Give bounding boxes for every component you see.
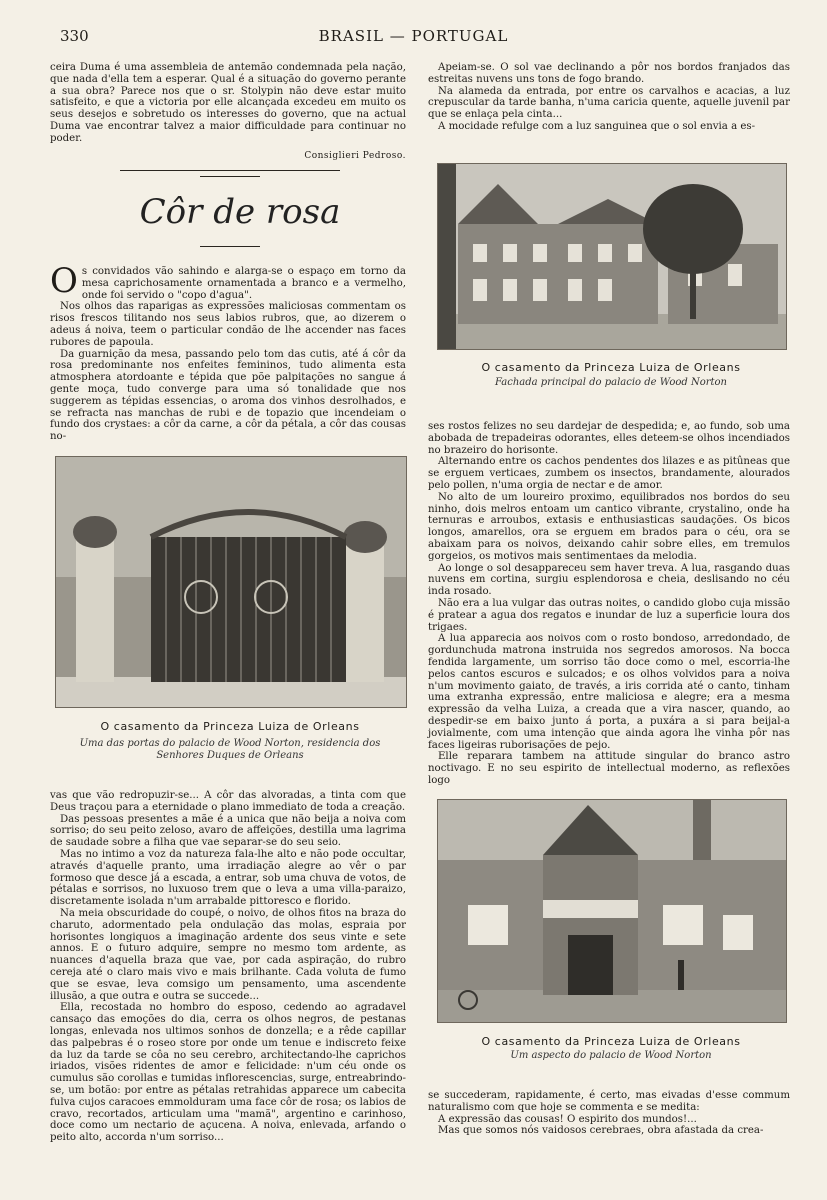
article-paragraph-2: Nos olhos das raparigas as expressões maliciosas commentam os risos frescos tilitando nos seus labios rubros, que, ao dizerem o adeus á noiva, teem o particular condão de lhe accender nas faces rubores de papoula. bbox=[50, 301, 406, 348]
right-mid-paragraph-5: Não era a lua vulgar das outras noites, o candido globo cuja missão é pratear a agua dos regatos e inundar de luz a superficie loura dos trigaes. bbox=[428, 597, 790, 633]
figure-3-subcaption: Um aspecto do palacio de Wood Norton bbox=[510, 1050, 712, 1061]
right-bottom-paragraph-1: se succederam, rapidamente, é certo, mas eivadas d'esse commum naturalismo com que hoje se commenta e se medita: bbox=[428, 1090, 790, 1113]
intro-paragraph: ceira Duma é uma assembleia de antemão condemnada pela nação, que nada d'ella tem a esperar. Qual é a situação do governo perante a sua obra? Parece nos que o sr. Stolypin não deve estar muito satisfeito, e que a victoria por elle alcançada excedeu em muito os seus desejos e sobretudo os interesses do governo, que na actual Duma vae encontrar talvez a maior difficuldade para continuar no poder. bbox=[50, 62, 406, 144]
title-rule-top bbox=[120, 170, 340, 171]
photo-palace-facade bbox=[437, 163, 787, 350]
right-column-bottom bbox=[428, 1090, 790, 1137]
title-rule-bottom bbox=[200, 246, 260, 247]
author-signature: Consiglieri Pedroso. bbox=[304, 150, 406, 161]
bottom-paragraph-2: Das pessoas presentes a mãe é a unica que não beija a noiva com sorriso; do seu peito zeloso, avaro de affeições, destilla uma lagrima de saudade sobre a filha que vae separar-se do seu seio. bbox=[50, 813, 406, 849]
figure-2-caption: O casamento da Princeza Luiza de Orleans bbox=[100, 720, 360, 733]
title-rule-ornament bbox=[200, 176, 260, 177]
right-mid-paragraph-6: A lua apparecia aos noivos com o rosto bondoso, arredondado, de gordunchuda matrona instruida nos segredos amorosos. Na bocca fendida largamente, um sorriso tão doce como o mel, escorria-lhe pelos cantos escuros e sulcados; e os olhos volvidos para a noiva n'um movimento gaiato, de través, a iris corrida até o canto, tinham uma extranha expressão, entre maliciosa e alegre; era a mesma expressão da velha Luiza, a creada que a vira nascer, quando, ao despedir-se em baixo junto á porta, a puxára a si para beijal-a jovialmente, com uma intenção que ainda agora lhe vinha pôr nas faces ligeiras ruborisações de pejo. bbox=[428, 633, 790, 751]
right-mid-paragraph-3: No alto de um loureiro proximo, equilibrados nos bordos do seu ninho, dois melros entoam um cantico vibrante, crystalino, onde ha ternuras e arroubos, extasis e enthusiasticas saudações. Os bicos longos, amarellos, ora se erguem em brados para o céu, ora se abaixam para os noivos, deixando cahir sobre elles, em tremulos gorgeios, os motivos mais sentimentaes da melodia. bbox=[428, 491, 790, 562]
article-opening bbox=[50, 261, 406, 443]
bottom-paragraph-5: Ella, recostada no hombro do esposo, cedendo ao agradavel cansaço das emoções do dia, cerra os olhos negros, de pestanas longas, enlevada nos ultimos sonhos de donzella; e a rêde capillar das palpebras é o roseo store por onde um tenue e indiscreto feixe da luz da tarde se côa no seu cerebro, architectando-lhe caprichos iriados, visões ridentes de amor e felicidade: n'um céu onde os cumulus são corollas e tumidas inflorescencias, surge, entreabrindo-se, um botão: por entre as pétalas retrahidas apparece um cabecita fulva cujos caracoes emmolduram uma face côr de rosa; os labios de cravo, recortados, articulam uma "mamã", argentino e carinhoso, doce como um nectario de açucena. A noiva, enlevada, arfando o peito alto, accorda n'um sorriso... bbox=[50, 1002, 406, 1144]
bottom-paragraph-1: vas que vão redropuzir-se... A côr das alvoradas, a tinta com que Deus traçou para a eternidade o plano immediato de toda a creação. bbox=[50, 790, 406, 813]
figure-3-caption: O casamento da Princeza Luiza de Orleans bbox=[481, 1035, 741, 1048]
figure-1-subcaption: Fachada principal do palacio de Wood Norton bbox=[495, 377, 727, 388]
right-top-paragraph-1: Apeiam-se. O sol vae declinando a pôr nos bordos franjados das estreitas nuvens uns tons de fogo brando. bbox=[428, 62, 790, 85]
right-bottom-paragraph-2: A expressão das cousas! O espirito dos mundos!... bbox=[438, 1113, 697, 1125]
left-column-top bbox=[50, 62, 406, 162]
running-title: BRASIL — PORTUGAL bbox=[318, 27, 509, 45]
figure-2-subcaption: Uma das portas do palacio de Wood Norton, residencia dos Senhores Duques de Orleans bbox=[79, 738, 381, 761]
page-number: 330 bbox=[60, 27, 89, 45]
right-bottom-paragraph-3: Mas que somos nós vaidosos cerebraes, obra afastada da crea- bbox=[438, 1125, 764, 1137]
bottom-paragraph-4: Na meia obscuridade do coupé, o noivo, de olhos fitos na braza do charuto, adormentado pela ondulação das molas, espraia por horisontes longiquos a imaginação ardente dos seus vinte e sete annos. E o futuro adquire, sempre no mesmo tom ardente, as nuances d'aquella braza que vae, por cada aspiração, do rubro cereja até o claro mais vivo e mais brilhante. Cada voluta de fumo que se esvae, leva comsigo um pensamento, uma ascendente illusão, a que outra e outra se succede... bbox=[50, 907, 406, 1002]
photo-palace-gate bbox=[55, 456, 407, 708]
article-paragraph-3: Da guarnição da mesa, passando pelo tom das cutis, até á côr da rosa predominante nos enfeites femininos, tudo alimenta esta atmosphera atordoante e tépida que põe palpitações no sangue á gente moça, tudo converge para uma só tonalidade que nos suggerem as tépidas essencias, o aroma dos vinhos desrolhados, e se refracta nas manchas de rubi e de topazio que incendeiam o fundo dos crystaes: a côr da carne, a côr da pétala, a côr das cousas no- bbox=[50, 348, 406, 443]
right-mid-paragraph-2: Alternando entre os cachos pendentes dos lilazes e as pitûneas que se erguem verticaes, zumbem os insectos, brandamente, alourados pelo pollen, n'uma orgia de nectar e de amor. bbox=[428, 456, 790, 491]
article-paragraph-1: s convidados vão sahindo e alarga-se o espaço em torno da mesa caprichosamente ornamentada a branco e a vermelho, onde foi servido o "copo d'agua". bbox=[81, 266, 406, 301]
right-column-top bbox=[428, 62, 790, 133]
photo-palace-aspect bbox=[437, 799, 787, 1023]
bottom-paragraph-3: Mas no intimo a voz da natureza fala-lhe alto e não pode occultar, através d'aquelle pranto, uma irradiação alegre ao vêr o par formoso que desce já a escada, a entrar, sob uma chuva de votos, de pétalas e sorrisos, no luxuoso trem que o leva a uma villa-paraizo, discretamente isolada n'um arrabalde pittoresco e florido. bbox=[50, 848, 406, 908]
right-mid-paragraph-4: Ao longe o sol desappareceu sem haver treva. A lua, rasgando duas nuvens em cortina, surgiu esplendorosa e cheia, deslisando no céu inda rosado. bbox=[428, 562, 790, 598]
right-top-paragraph-3: A mocidade refulge com a luz sanguinea que o sol envia a es- bbox=[438, 120, 756, 132]
drop-cap: O bbox=[50, 261, 78, 301]
figure-1-caption: O casamento da Princeza Luiza de Orleans bbox=[481, 361, 741, 374]
right-top-paragraph-2: Na alameda da entrada, por entre os carvalhos e acacias, a luz crepuscular da tarde banha, n'uma caricia quente, aquelle juvenil par que se enlaça pela cinta... bbox=[428, 85, 790, 121]
right-mid-paragraph-1: ses rostos felizes no seu dardejar de despedida; e, ao fundo, sob uma abobada de trepadeiras odorantes, elles deteem-se olhos incendiados no brazeiro do horisonte. bbox=[428, 421, 790, 456]
left-column-bottom bbox=[50, 790, 406, 1144]
right-column-middle bbox=[428, 421, 790, 787]
right-mid-paragraph-7: Elle reparara tambem na attitude singular do branco astro noctivago. E no seu espirito de intellectual moderno, as reflexões logo bbox=[428, 751, 790, 786]
article-title: Côr de rosa bbox=[139, 192, 341, 232]
